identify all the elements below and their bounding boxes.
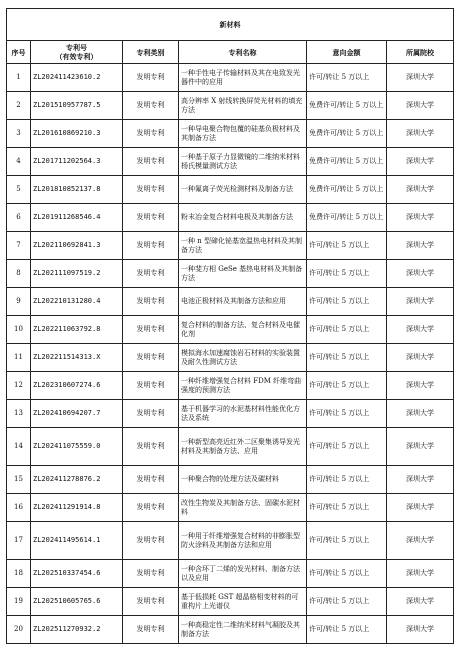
- intended-amount: 许可/转让 5 万以上: [307, 616, 387, 644]
- table-body: [7, 64, 454, 644]
- table-row: [7, 466, 454, 494]
- patent-type: 发明专利: [123, 522, 179, 560]
- row-index: 18: [7, 560, 31, 588]
- patent-number: ZL201610869210.3: [31, 120, 123, 148]
- school-name: 深圳大学: [387, 400, 454, 428]
- patent-table: [6, 8, 454, 644]
- row-index: 2: [7, 92, 31, 120]
- school-name: 深圳大学: [387, 148, 454, 176]
- intended-amount: 许可/转让 5 万以上: [307, 494, 387, 522]
- school-name: 深圳大学: [387, 288, 454, 316]
- row-index: 20: [7, 616, 31, 644]
- header-patent-no-line1: 专利号: [66, 43, 87, 52]
- patent-type: 发明专利: [123, 288, 179, 316]
- row-index: 14: [7, 428, 31, 466]
- header-row: [7, 41, 454, 64]
- table-row: [7, 148, 454, 176]
- patent-type: 发明专利: [123, 176, 179, 204]
- intended-amount: 免费许可/转让 5 万以上: [307, 176, 387, 204]
- patent-number: ZL202411278876.2: [31, 466, 123, 494]
- patent-name: 一种手性电子传输材料及其在电致发光器件中的应用: [179, 64, 307, 92]
- table-row: [7, 560, 454, 588]
- patent-type: 发明专利: [123, 92, 179, 120]
- school-name: 深圳大学: [387, 560, 454, 588]
- patent-name: 改性生物炭及其制备方法、固碳水泥材料: [179, 494, 307, 522]
- table-row: [7, 372, 454, 400]
- patent-type: 发明专利: [123, 148, 179, 176]
- table-row: [7, 176, 454, 204]
- intended-amount: 许可/转让 5 万以上: [307, 466, 387, 494]
- patent-number: ZL202211514313.X: [31, 344, 123, 372]
- patent-name: 一种纤维增强复合材料 FDM 纤维弯曲强度的预测方法: [179, 372, 307, 400]
- header-school: 所属院校: [387, 41, 454, 64]
- patent-type: 发明专利: [123, 260, 179, 288]
- row-index: 8: [7, 260, 31, 288]
- table-row: [7, 494, 454, 522]
- patent-name: 模拟海水加速腐蚀岩石材料的实验装置及耐久性测试方法: [179, 344, 307, 372]
- patent-number: ZL201510957787.5: [31, 92, 123, 120]
- intended-amount: 许可/转让 5 万以上: [307, 288, 387, 316]
- header-type: 专利类别: [123, 41, 179, 64]
- patent-type: 发明专利: [123, 316, 179, 344]
- patent-type: 发明专利: [123, 232, 179, 260]
- patent-number: ZL202411075559.0: [31, 428, 123, 466]
- row-index: 5: [7, 176, 31, 204]
- page-title: 新材料: [7, 9, 454, 41]
- patent-name: 一种高稳定性二维纳米材料气凝胶及其制备方法: [179, 616, 307, 644]
- patent-name: 基于机器学习的水泥基材料性能优化方法及系统: [179, 400, 307, 428]
- patent-number: ZL202410694207.7: [31, 400, 123, 428]
- intended-amount: 许可/转让 5 万以上: [307, 372, 387, 400]
- intended-amount: 许可/转让 5 万以上: [307, 316, 387, 344]
- row-index: 17: [7, 522, 31, 560]
- table-row: [7, 588, 454, 616]
- row-index: 7: [7, 232, 31, 260]
- intended-amount: 许可/转让 5 万以上: [307, 400, 387, 428]
- school-name: 深圳大学: [387, 616, 454, 644]
- patent-name: 一种氟离子荧光检测材料及制备方法: [179, 176, 307, 204]
- school-name: 深圳大学: [387, 316, 454, 344]
- patent-name: 一种聚合物的处理方法及碳材料: [179, 466, 307, 494]
- row-index: 9: [7, 288, 31, 316]
- table-row: [7, 316, 454, 344]
- table-row: [7, 120, 454, 148]
- title-row: [7, 9, 454, 41]
- row-index: 13: [7, 400, 31, 428]
- table-row: [7, 64, 454, 92]
- intended-amount: 许可/转让 5 万以上: [307, 428, 387, 466]
- patent-number: ZL202110692841.3: [31, 232, 123, 260]
- patent-number: ZL202510337454.6: [31, 560, 123, 588]
- row-index: 19: [7, 588, 31, 616]
- row-index: 4: [7, 148, 31, 176]
- header-idx: 序号: [7, 41, 31, 64]
- school-name: 深圳大学: [387, 176, 454, 204]
- patent-type: 发明专利: [123, 428, 179, 466]
- table-row: [7, 616, 454, 644]
- row-index: 15: [7, 466, 31, 494]
- row-index: 11: [7, 344, 31, 372]
- school-name: 深圳大学: [387, 232, 454, 260]
- patent-number: ZL202210131280.4: [31, 288, 123, 316]
- patent-name: 一种导电聚合物包覆的硅基负极材料及其制备方法: [179, 120, 307, 148]
- table-row: [7, 204, 454, 232]
- row-index: 3: [7, 120, 31, 148]
- table-row: [7, 522, 454, 560]
- patent-name: 基于低损耗 GST 超晶格相变材料的可重构片上光谱仪: [179, 588, 307, 616]
- patent-number: ZL202411495614.1: [31, 522, 123, 560]
- header-amount: 意向金额: [307, 41, 387, 64]
- patent-type: 发明专利: [123, 560, 179, 588]
- table-row: [7, 92, 454, 120]
- patent-name: 一种 n 型碲化铋基宽温热电材料及其制备方法: [179, 232, 307, 260]
- table-row: [7, 400, 454, 428]
- patent-type: 发明专利: [123, 344, 179, 372]
- intended-amount: 免费许可/转让 5 万以上: [307, 120, 387, 148]
- header-name: 专利名称: [179, 41, 307, 64]
- patent-number: ZL202411423610.2: [31, 64, 123, 92]
- patent-number: ZL201810852137.8: [31, 176, 123, 204]
- patent-name: 高分辨率 X 射线转换屏荧光材料的填充方法: [179, 92, 307, 120]
- patent-number: ZL201911268546.4: [31, 204, 123, 232]
- intended-amount: 许可/转让 5 万以上: [307, 344, 387, 372]
- patent-name: 一种含环丁二烯的发光材料、制备方法以及应用: [179, 560, 307, 588]
- patent-name: 一种新型高亮近红外二区聚集诱导发光材料及其制备方法、应用: [179, 428, 307, 466]
- intended-amount: 许可/转让 5 万以上: [307, 260, 387, 288]
- row-index: 6: [7, 204, 31, 232]
- patent-name: 一种基于原子力显微镜的二维纳米材料杨氏模量测试方法: [179, 148, 307, 176]
- row-index: 16: [7, 494, 31, 522]
- patent-type: 发明专利: [123, 120, 179, 148]
- patent-name: 复合材料的制备方法、复合材料及电催化剂: [179, 316, 307, 344]
- school-name: 深圳大学: [387, 204, 454, 232]
- patent-name: 电池正极材料及其制备方法和应用: [179, 288, 307, 316]
- intended-amount: 许可/转让 5 万以上: [307, 560, 387, 588]
- patent-name: 粉末冶金复合材料电极及其制备方法: [179, 204, 307, 232]
- table-row: [7, 428, 454, 466]
- school-name: 深圳大学: [387, 344, 454, 372]
- intended-amount: 许可/转让 5 万以上: [307, 64, 387, 92]
- patent-type: 发明专利: [123, 494, 179, 522]
- patent-name: 一种斐方相 GeSe 基热电材料及其制备方法: [179, 260, 307, 288]
- patent-type: 发明专利: [123, 204, 179, 232]
- school-name: 深圳大学: [387, 522, 454, 560]
- table-row: [7, 344, 454, 372]
- header-patent-no: [31, 41, 123, 64]
- school-name: 深圳大学: [387, 120, 454, 148]
- patent-type: 发明专利: [123, 64, 179, 92]
- school-name: 深圳大学: [387, 588, 454, 616]
- intended-amount: 许可/转让 5 万以上: [307, 522, 387, 560]
- row-index: 12: [7, 372, 31, 400]
- patent-type: 发明专利: [123, 400, 179, 428]
- intended-amount: 免费许可/转让 5 万以上: [307, 92, 387, 120]
- patent-number: ZL202111097519.2: [31, 260, 123, 288]
- school-name: 深圳大学: [387, 92, 454, 120]
- school-name: 深圳大学: [387, 260, 454, 288]
- row-index: 10: [7, 316, 31, 344]
- patent-number: ZL201711202564.3: [31, 148, 123, 176]
- school-name: 深圳大学: [387, 64, 454, 92]
- school-name: 深圳大学: [387, 372, 454, 400]
- table-row: [7, 288, 454, 316]
- school-name: 深圳大学: [387, 494, 454, 522]
- intended-amount: 许可/转让 5 万以上: [307, 232, 387, 260]
- patent-number: ZL202510605765.6: [31, 588, 123, 616]
- intended-amount: 免费许可/转让 5 万以上: [307, 148, 387, 176]
- header-patent-no-line2: （有效专利）: [55, 52, 98, 61]
- school-name: 深圳大学: [387, 466, 454, 494]
- row-index: 1: [7, 64, 31, 92]
- patent-type: 发明专利: [123, 616, 179, 644]
- patent-number: ZL202211063792.8: [31, 316, 123, 344]
- patent-name: 一种用于纤维增强复合材料的非膨胀型防火涂料及其制备方法和应用: [179, 522, 307, 560]
- patent-type: 发明专利: [123, 372, 179, 400]
- patent-number: ZL202411291914.8: [31, 494, 123, 522]
- intended-amount: 免费许可/转让 5 万以上: [307, 204, 387, 232]
- intended-amount: 许可/转让 5 万以上: [307, 588, 387, 616]
- table-row: [7, 232, 454, 260]
- patent-number: ZL202310607274.6: [31, 372, 123, 400]
- table-row: [7, 260, 454, 288]
- patent-number: ZL202511270932.2: [31, 616, 123, 644]
- patent-type: 发明专利: [123, 466, 179, 494]
- school-name: 深圳大学: [387, 428, 454, 466]
- patent-type: 发明专利: [123, 588, 179, 616]
